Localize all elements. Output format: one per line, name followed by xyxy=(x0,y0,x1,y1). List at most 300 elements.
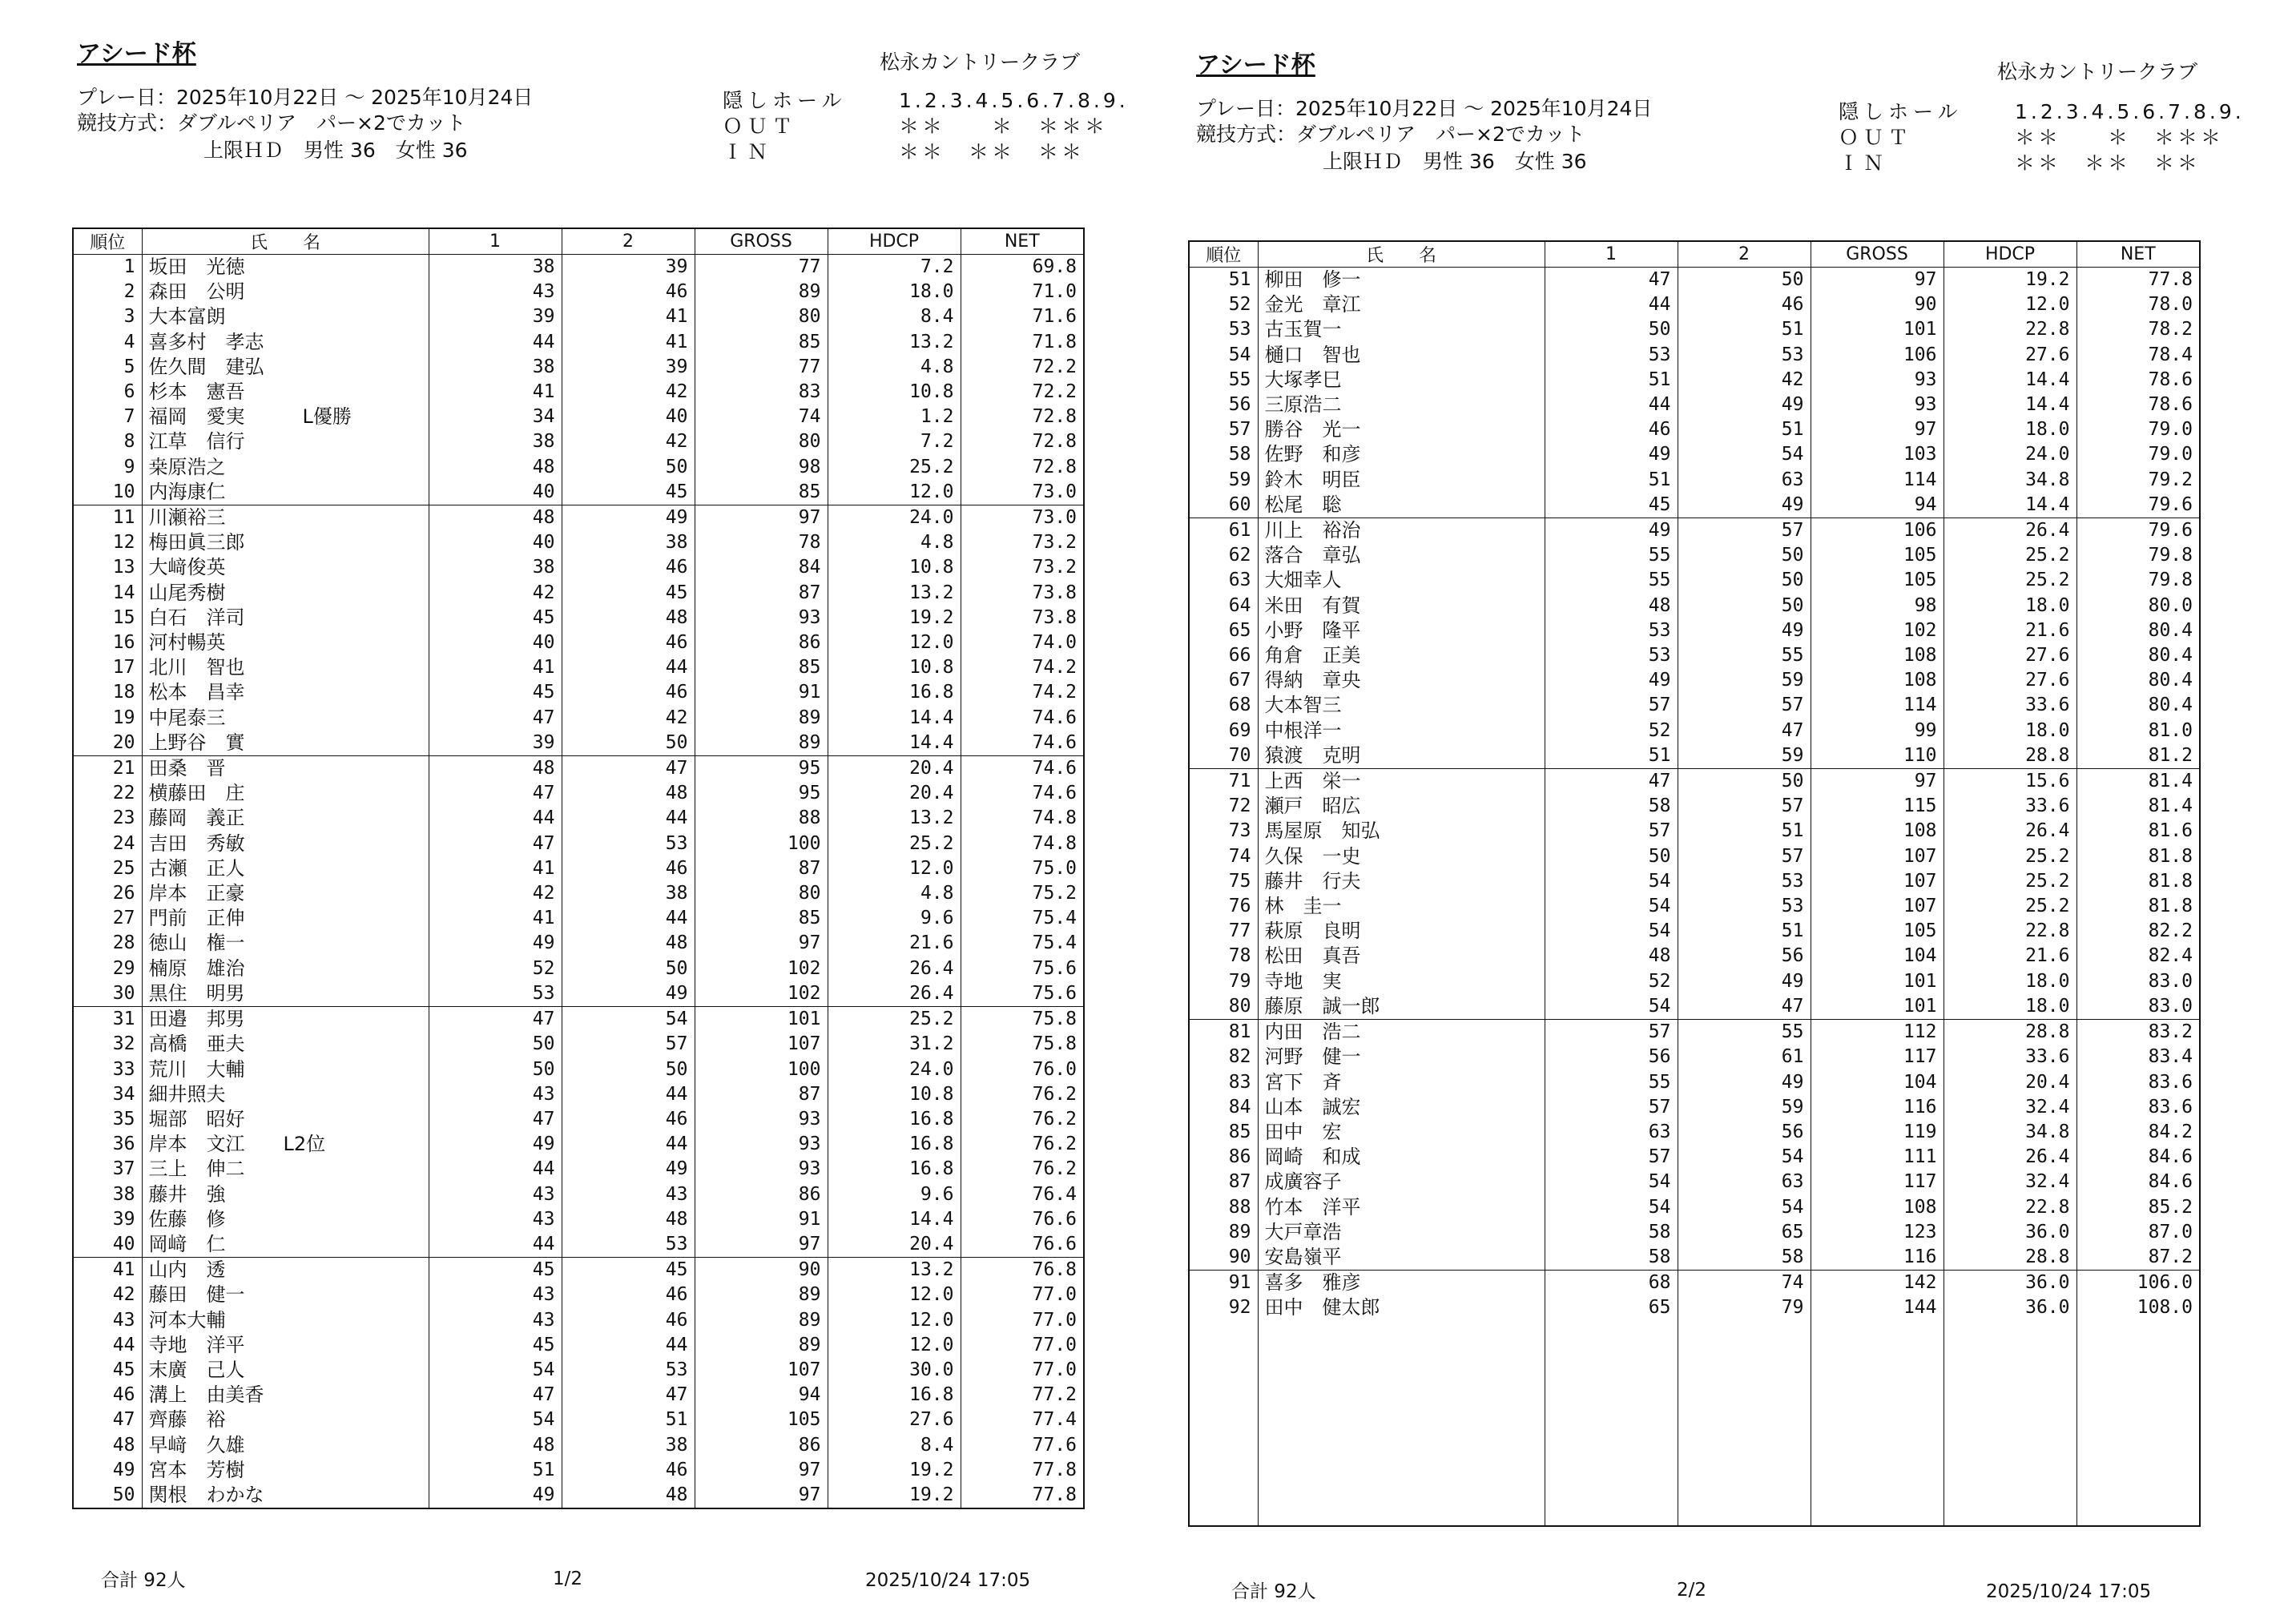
player-name-cell: 田中 宏 xyxy=(1258,1120,1545,1145)
gross-cell: 83 xyxy=(695,380,828,405)
gross-cell: 107 xyxy=(1811,894,1944,919)
net-cell: 79.6 xyxy=(2076,493,2200,518)
gross-cell: 112 xyxy=(1811,1020,1944,1045)
table-row xyxy=(73,806,1084,831)
table-row xyxy=(73,906,1084,931)
rank-cell: 58 xyxy=(1189,442,1258,467)
net-cell: 74.6 xyxy=(961,731,1084,756)
round2-cell: 49 xyxy=(562,1157,695,1182)
hdcp-cell: 18.0 xyxy=(1944,417,2076,442)
player-name-cell: 福岡 愛実 L優勝 xyxy=(142,405,429,429)
round1-cell: 54 xyxy=(429,1408,562,1432)
net-cell: 82.4 xyxy=(2076,944,2200,969)
hdcp-cell: 25.2 xyxy=(828,1007,961,1033)
table-row xyxy=(1189,1170,2200,1194)
round2-cell: 45 xyxy=(562,480,695,505)
round1-cell: 48 xyxy=(429,455,562,480)
round2-cell: 51 xyxy=(1678,317,1811,342)
rank-cell: 76 xyxy=(1189,894,1258,919)
hidden-holes-numbers: 1.2.3.4.5.6.7.8.9. xyxy=(899,89,1129,112)
table-row xyxy=(1189,994,2200,1020)
round2-cell: 46 xyxy=(1678,292,1811,317)
player-name-cell: 安島嶺平 xyxy=(1258,1245,1545,1271)
round1-cell: 58 xyxy=(1545,1245,1678,1271)
gross-cell: 74 xyxy=(695,405,828,429)
round1-cell: 57 xyxy=(1545,1095,1678,1120)
header-gross: GROSS xyxy=(1811,241,1944,268)
gross-cell: 85 xyxy=(695,480,828,505)
hdcp-cell: 20.4 xyxy=(828,1232,961,1258)
table-row xyxy=(73,355,1084,380)
rank-cell: 70 xyxy=(1189,743,1258,769)
table-row xyxy=(1189,844,2200,869)
round1-cell: 47 xyxy=(1545,769,1678,795)
gross-cell: 119 xyxy=(1811,1120,1944,1145)
net-cell: 81.2 xyxy=(2076,743,2200,769)
hdcp-cell: 18.0 xyxy=(1944,594,2076,618)
net-cell: 78.0 xyxy=(2076,292,2200,317)
round1-cell: 52 xyxy=(1545,969,1678,994)
rank-cell: 83 xyxy=(1189,1070,1258,1095)
round2-cell: 41 xyxy=(562,330,695,355)
table-row xyxy=(73,1433,1084,1458)
net-cell: 77.8 xyxy=(961,1483,1084,1508)
gross-cell: 103 xyxy=(1811,442,1944,467)
hdcp-cell: 19.2 xyxy=(828,1458,961,1483)
header-name: 氏 名 xyxy=(142,228,429,255)
round2-cell: 50 xyxy=(1678,543,1811,568)
round1-cell: 49 xyxy=(429,1132,562,1157)
net-cell: 81.8 xyxy=(2076,894,2200,919)
net-cell: 87.2 xyxy=(2076,1245,2200,1271)
table-row xyxy=(1189,1095,2200,1120)
table-row xyxy=(73,1333,1084,1358)
round2-cell: 46 xyxy=(562,680,695,705)
table-row xyxy=(73,1408,1084,1432)
hdcp-cell: 22.8 xyxy=(1944,317,2076,342)
hidden-holes-label: 隠しホール xyxy=(723,89,847,112)
in-marks: ＊＊ ＊＊ ＊＊ xyxy=(2015,151,2201,175)
round1-cell: 53 xyxy=(1545,343,1678,368)
net-cell: 78.4 xyxy=(2076,343,2200,368)
round2-cell: 48 xyxy=(562,606,695,630)
round2-cell: 45 xyxy=(562,581,695,606)
empty-cell xyxy=(1944,1321,2076,1526)
round2-cell: 49 xyxy=(1678,493,1811,518)
handicap-limit: 上限ＨＤ 男性 36 女性 36 xyxy=(203,139,468,162)
rank-cell: 12 xyxy=(73,530,142,555)
round2-cell: 38 xyxy=(562,530,695,555)
rank-cell: 17 xyxy=(73,655,142,680)
table-row xyxy=(1189,1295,2200,1320)
round2-cell: 46 xyxy=(562,856,695,881)
net-cell: 72.2 xyxy=(961,380,1084,405)
net-cell: 75.4 xyxy=(961,931,1084,956)
net-cell: 73.8 xyxy=(961,581,1084,606)
printed-timestamp: 2025/10/24 17:05 xyxy=(1986,1581,2152,1602)
table-row xyxy=(73,330,1084,355)
round1-cell: 44 xyxy=(429,1232,562,1258)
hdcp-cell: 16.8 xyxy=(828,1157,961,1182)
round1-cell: 58 xyxy=(1545,1220,1678,1245)
net-cell: 77.8 xyxy=(2076,268,2200,293)
empty-cell xyxy=(1258,1321,1545,1526)
round2-cell: 50 xyxy=(562,455,695,480)
table-row xyxy=(1189,819,2200,844)
round2-cell: 47 xyxy=(1678,994,1811,1020)
gross-cell: 89 xyxy=(695,1283,828,1307)
hdcp-cell: 12.0 xyxy=(828,1283,961,1307)
rank-cell: 13 xyxy=(73,555,142,580)
gross-cell: 144 xyxy=(1811,1295,1944,1320)
competition-format: 競技方式：ダブルペリア パー×2でカット xyxy=(77,111,466,135)
gross-cell: 98 xyxy=(695,455,828,480)
gross-cell: 116 xyxy=(1811,1245,1944,1271)
round1-cell: 44 xyxy=(1545,393,1678,417)
table-row xyxy=(1189,343,2200,368)
net-cell: 78.6 xyxy=(2076,368,2200,393)
gross-cell: 100 xyxy=(695,832,828,856)
hdcp-cell: 24.0 xyxy=(828,1057,961,1082)
hdcp-cell: 10.8 xyxy=(828,1082,961,1107)
table-row xyxy=(73,781,1084,806)
player-name-cell: 川瀬裕三 xyxy=(142,505,429,531)
player-name-cell: 河村暢英 xyxy=(142,630,429,655)
hdcp-cell: 36.0 xyxy=(1944,1220,2076,1245)
hdcp-cell: 12.0 xyxy=(828,480,961,505)
round1-cell: 57 xyxy=(1545,819,1678,844)
total-count: 合計 92人 xyxy=(1231,1581,1316,1602)
gross-cell: 95 xyxy=(695,756,828,782)
net-cell: 106.0 xyxy=(2076,1271,2200,1296)
gross-cell: 97 xyxy=(695,1458,828,1483)
round2-cell: 44 xyxy=(562,1082,695,1107)
rank-cell: 4 xyxy=(73,330,142,355)
round1-cell: 44 xyxy=(429,806,562,831)
rank-cell: 6 xyxy=(73,380,142,405)
table-row xyxy=(73,832,1084,856)
round2-cell: 51 xyxy=(1678,919,1811,944)
player-name-cell: 宮下 斉 xyxy=(1258,1070,1545,1095)
net-cell: 77.0 xyxy=(961,1358,1084,1383)
hdcp-cell: 26.4 xyxy=(1944,1145,2076,1170)
hdcp-cell: 34.8 xyxy=(1944,468,2076,493)
net-cell: 75.8 xyxy=(961,1032,1084,1057)
table-row xyxy=(1189,417,2200,442)
rank-cell: 71 xyxy=(1189,769,1258,795)
rank-cell: 2 xyxy=(73,280,142,304)
net-cell: 77.0 xyxy=(961,1333,1084,1358)
gross-cell: 97 xyxy=(695,505,828,531)
player-name-cell: 田桑 晋 xyxy=(142,756,429,782)
player-name-cell: 高橋 亜夫 xyxy=(142,1032,429,1057)
round2-cell: 57 xyxy=(1678,844,1811,869)
club-name: 松永カントリークラブ xyxy=(1997,60,2198,83)
rank-cell: 3 xyxy=(73,304,142,329)
round2-cell: 44 xyxy=(562,1132,695,1157)
round2-cell: 49 xyxy=(1678,618,1811,643)
net-cell: 69.8 xyxy=(961,255,1084,280)
hdcp-cell: 28.8 xyxy=(1944,1020,2076,1045)
gross-cell: 102 xyxy=(1811,618,1944,643)
round2-cell: 48 xyxy=(562,931,695,956)
hdcp-cell: 12.0 xyxy=(828,1308,961,1333)
net-cell: 74.2 xyxy=(961,655,1084,680)
net-cell: 77.0 xyxy=(961,1308,1084,1333)
rank-cell: 77 xyxy=(1189,919,1258,944)
net-cell: 79.2 xyxy=(2076,468,2200,493)
gross-cell: 84 xyxy=(695,555,828,580)
round1-cell: 45 xyxy=(429,1333,562,1358)
rank-cell: 38 xyxy=(73,1182,142,1207)
round2-cell: 46 xyxy=(562,1458,695,1483)
net-cell: 75.2 xyxy=(961,881,1084,906)
round2-cell: 45 xyxy=(562,1258,695,1283)
hdcp-cell: 36.0 xyxy=(1944,1295,2076,1320)
table-header xyxy=(1189,241,2200,268)
round1-cell: 63 xyxy=(1545,1120,1678,1145)
table-row xyxy=(1189,1271,2200,1296)
rank-cell: 28 xyxy=(73,931,142,956)
round2-cell: 42 xyxy=(562,429,695,454)
header-rank: 順位 xyxy=(73,228,142,255)
table-row xyxy=(1189,393,2200,417)
net-cell: 77.6 xyxy=(961,1433,1084,1458)
net-cell: 75.6 xyxy=(961,981,1084,1007)
gross-cell: 108 xyxy=(1811,668,1944,693)
player-name-cell: 瀬戸 昭広 xyxy=(1258,794,1545,819)
player-name-cell: 岸本 文江 L2位 xyxy=(142,1132,429,1157)
round2-cell: 53 xyxy=(562,1358,695,1383)
table-row xyxy=(1189,944,2200,969)
round1-cell: 38 xyxy=(429,255,562,280)
rank-cell: 65 xyxy=(1189,618,1258,643)
rank-cell: 51 xyxy=(1189,268,1258,293)
gross-cell: 110 xyxy=(1811,743,1944,769)
gross-cell: 101 xyxy=(695,1007,828,1033)
round2-cell: 47 xyxy=(562,756,695,782)
rank-cell: 5 xyxy=(73,355,142,380)
net-cell: 73.8 xyxy=(961,606,1084,630)
rank-cell: 32 xyxy=(73,1032,142,1057)
rank-cell: 72 xyxy=(1189,794,1258,819)
player-name-cell: 山尾秀樹 xyxy=(142,581,429,606)
table-row xyxy=(73,581,1084,606)
round2-cell: 57 xyxy=(1678,693,1811,718)
round1-cell: 45 xyxy=(429,680,562,705)
net-cell: 74.6 xyxy=(961,706,1084,731)
player-name-cell: 大戸章浩 xyxy=(1258,1220,1545,1245)
round1-cell: 38 xyxy=(429,555,562,580)
table-row xyxy=(1189,1070,2200,1095)
player-name-cell: 藤岡 義正 xyxy=(142,806,429,831)
net-cell: 75.0 xyxy=(961,856,1084,881)
gross-cell: 107 xyxy=(695,1032,828,1057)
net-cell: 79.6 xyxy=(2076,518,2200,544)
rank-cell: 86 xyxy=(1189,1145,1258,1170)
round1-cell: 47 xyxy=(429,1107,562,1132)
table-row xyxy=(73,981,1084,1007)
rank-cell: 60 xyxy=(1189,493,1258,518)
hdcp-cell: 16.8 xyxy=(828,1383,961,1408)
player-name-cell: 藤井 強 xyxy=(142,1182,429,1207)
rank-cell: 45 xyxy=(73,1358,142,1383)
table-row xyxy=(73,1308,1084,1333)
hdcp-cell: 12.0 xyxy=(828,630,961,655)
rank-cell: 49 xyxy=(73,1458,142,1483)
player-name-cell: 岸本 正豪 xyxy=(142,881,429,906)
round2-cell: 49 xyxy=(1678,1070,1811,1095)
table-row xyxy=(73,630,1084,655)
hdcp-cell: 14.4 xyxy=(1944,368,2076,393)
net-cell: 76.2 xyxy=(961,1157,1084,1182)
player-name-cell: 横藤田 庄 xyxy=(142,781,429,806)
round1-cell: 41 xyxy=(429,380,562,405)
table-row xyxy=(73,731,1084,756)
round1-cell: 50 xyxy=(1545,317,1678,342)
gross-cell: 89 xyxy=(695,1308,828,1333)
round2-cell: 50 xyxy=(562,731,695,756)
empty-cell xyxy=(1811,1321,1944,1526)
player-name-cell: 北川 智也 xyxy=(142,655,429,680)
hdcp-cell: 20.4 xyxy=(828,756,961,782)
round2-cell: 53 xyxy=(1678,894,1811,919)
round1-cell: 53 xyxy=(1545,618,1678,643)
rank-cell: 48 xyxy=(73,1433,142,1458)
net-cell: 83.6 xyxy=(2076,1095,2200,1120)
hdcp-cell: 4.8 xyxy=(828,881,961,906)
round1-cell: 43 xyxy=(429,1207,562,1232)
table-row xyxy=(1189,1120,2200,1145)
gross-cell: 94 xyxy=(695,1383,828,1408)
player-name-cell: 坂田 光徳 xyxy=(142,255,429,280)
hdcp-cell: 36.0 xyxy=(1944,1271,2076,1296)
round1-cell: 51 xyxy=(1545,468,1678,493)
net-cell: 81.4 xyxy=(2076,769,2200,795)
table-row xyxy=(1189,1220,2200,1245)
player-name-cell: 関根 わかな xyxy=(142,1483,429,1508)
page-title: アシード杯 xyxy=(1196,51,1315,79)
in-marks: ＊＊ ＊＊ ＊＊ xyxy=(899,140,1086,163)
round1-cell: 40 xyxy=(429,530,562,555)
player-name-cell: 末廣 己人 xyxy=(142,1358,429,1383)
hdcp-cell: 9.6 xyxy=(828,906,961,931)
hdcp-cell: 14.4 xyxy=(828,706,961,731)
hidden-holes-label: 隠しホール xyxy=(1839,100,1963,123)
hdcp-cell: 10.8 xyxy=(828,380,961,405)
hdcp-cell: 25.2 xyxy=(828,832,961,856)
table-row xyxy=(1189,1145,2200,1170)
rank-cell: 47 xyxy=(73,1408,142,1432)
player-name-cell: 古瀬 正人 xyxy=(142,856,429,881)
out-label: ＯＵＴ xyxy=(1839,126,1914,149)
round1-cell: 43 xyxy=(429,1308,562,1333)
net-cell: 84.6 xyxy=(2076,1170,2200,1194)
header-round1: 1 xyxy=(1545,241,1678,268)
header-round1: 1 xyxy=(429,228,562,255)
rank-cell: 34 xyxy=(73,1082,142,1107)
rank-cell: 87 xyxy=(1189,1170,1258,1194)
out-label: ＯＵＴ xyxy=(723,115,798,138)
round2-cell: 46 xyxy=(562,1107,695,1132)
player-name-cell: 徳山 権一 xyxy=(142,931,429,956)
rank-cell: 31 xyxy=(73,1007,142,1033)
player-name-cell: 堀部 昭好 xyxy=(142,1107,429,1132)
table-row xyxy=(1189,1245,2200,1271)
page-title: アシード杯 xyxy=(77,40,196,68)
round1-cell: 38 xyxy=(429,355,562,380)
rank-cell: 69 xyxy=(1189,719,1258,743)
round1-cell: 54 xyxy=(1545,919,1678,944)
gross-cell: 108 xyxy=(1811,643,1944,668)
round2-cell: 44 xyxy=(562,1333,695,1358)
net-cell: 80.0 xyxy=(2076,594,2200,618)
round1-cell: 54 xyxy=(1545,869,1678,894)
rank-cell: 91 xyxy=(1189,1271,1258,1296)
round1-cell: 45 xyxy=(429,1258,562,1283)
gross-cell: 80 xyxy=(695,881,828,906)
round2-cell: 61 xyxy=(1678,1045,1811,1069)
rank-cell: 27 xyxy=(73,906,142,931)
rank-cell: 9 xyxy=(73,455,142,480)
net-cell: 74.8 xyxy=(961,806,1084,831)
table-row xyxy=(73,429,1084,454)
round2-cell: 55 xyxy=(1678,643,1811,668)
table-row xyxy=(73,1458,1084,1483)
round2-cell: 39 xyxy=(562,255,695,280)
table-row xyxy=(73,1258,1084,1283)
hdcp-cell: 13.2 xyxy=(828,581,961,606)
round1-cell: 41 xyxy=(429,856,562,881)
player-name-cell: 松田 真吾 xyxy=(1258,944,1545,969)
table-row xyxy=(1189,919,2200,944)
hdcp-cell: 10.8 xyxy=(828,655,961,680)
player-name-cell: 川上 裕治 xyxy=(1258,518,1545,544)
hdcp-cell: 33.6 xyxy=(1944,1045,2076,1069)
net-cell: 79.8 xyxy=(2076,568,2200,593)
round1-cell: 55 xyxy=(1545,543,1678,568)
empty-row-area xyxy=(1189,1321,2200,1526)
net-cell: 83.2 xyxy=(2076,1020,2200,1045)
rank-cell: 10 xyxy=(73,480,142,505)
round1-cell: 50 xyxy=(429,1057,562,1082)
empty-cell xyxy=(1545,1321,1678,1526)
round2-cell: 41 xyxy=(562,304,695,329)
hdcp-cell: 24.0 xyxy=(828,505,961,531)
round2-cell: 63 xyxy=(1678,468,1811,493)
round2-cell: 46 xyxy=(562,1308,695,1333)
player-name-cell: 三上 伸二 xyxy=(142,1157,429,1182)
player-name-cell: 白石 洋司 xyxy=(142,606,429,630)
round2-cell: 53 xyxy=(562,832,695,856)
header-net: NET xyxy=(2076,241,2200,268)
gross-cell: 78 xyxy=(695,530,828,555)
net-cell: 81.8 xyxy=(2076,844,2200,869)
player-name-cell: 門前 正伸 xyxy=(142,906,429,931)
net-cell: 72.8 xyxy=(961,429,1084,454)
hdcp-cell: 18.0 xyxy=(1944,994,2076,1020)
round1-cell: 52 xyxy=(1545,719,1678,743)
round1-cell: 42 xyxy=(429,881,562,906)
hdcp-cell: 18.0 xyxy=(1944,969,2076,994)
hdcp-cell: 13.2 xyxy=(828,330,961,355)
table-row xyxy=(73,505,1084,531)
rank-cell: 24 xyxy=(73,832,142,856)
net-cell: 76.2 xyxy=(961,1082,1084,1107)
hdcp-cell: 20.4 xyxy=(1944,1070,2076,1095)
player-name-cell: 藤井 行夫 xyxy=(1258,869,1545,894)
round2-cell: 53 xyxy=(1678,869,1811,894)
